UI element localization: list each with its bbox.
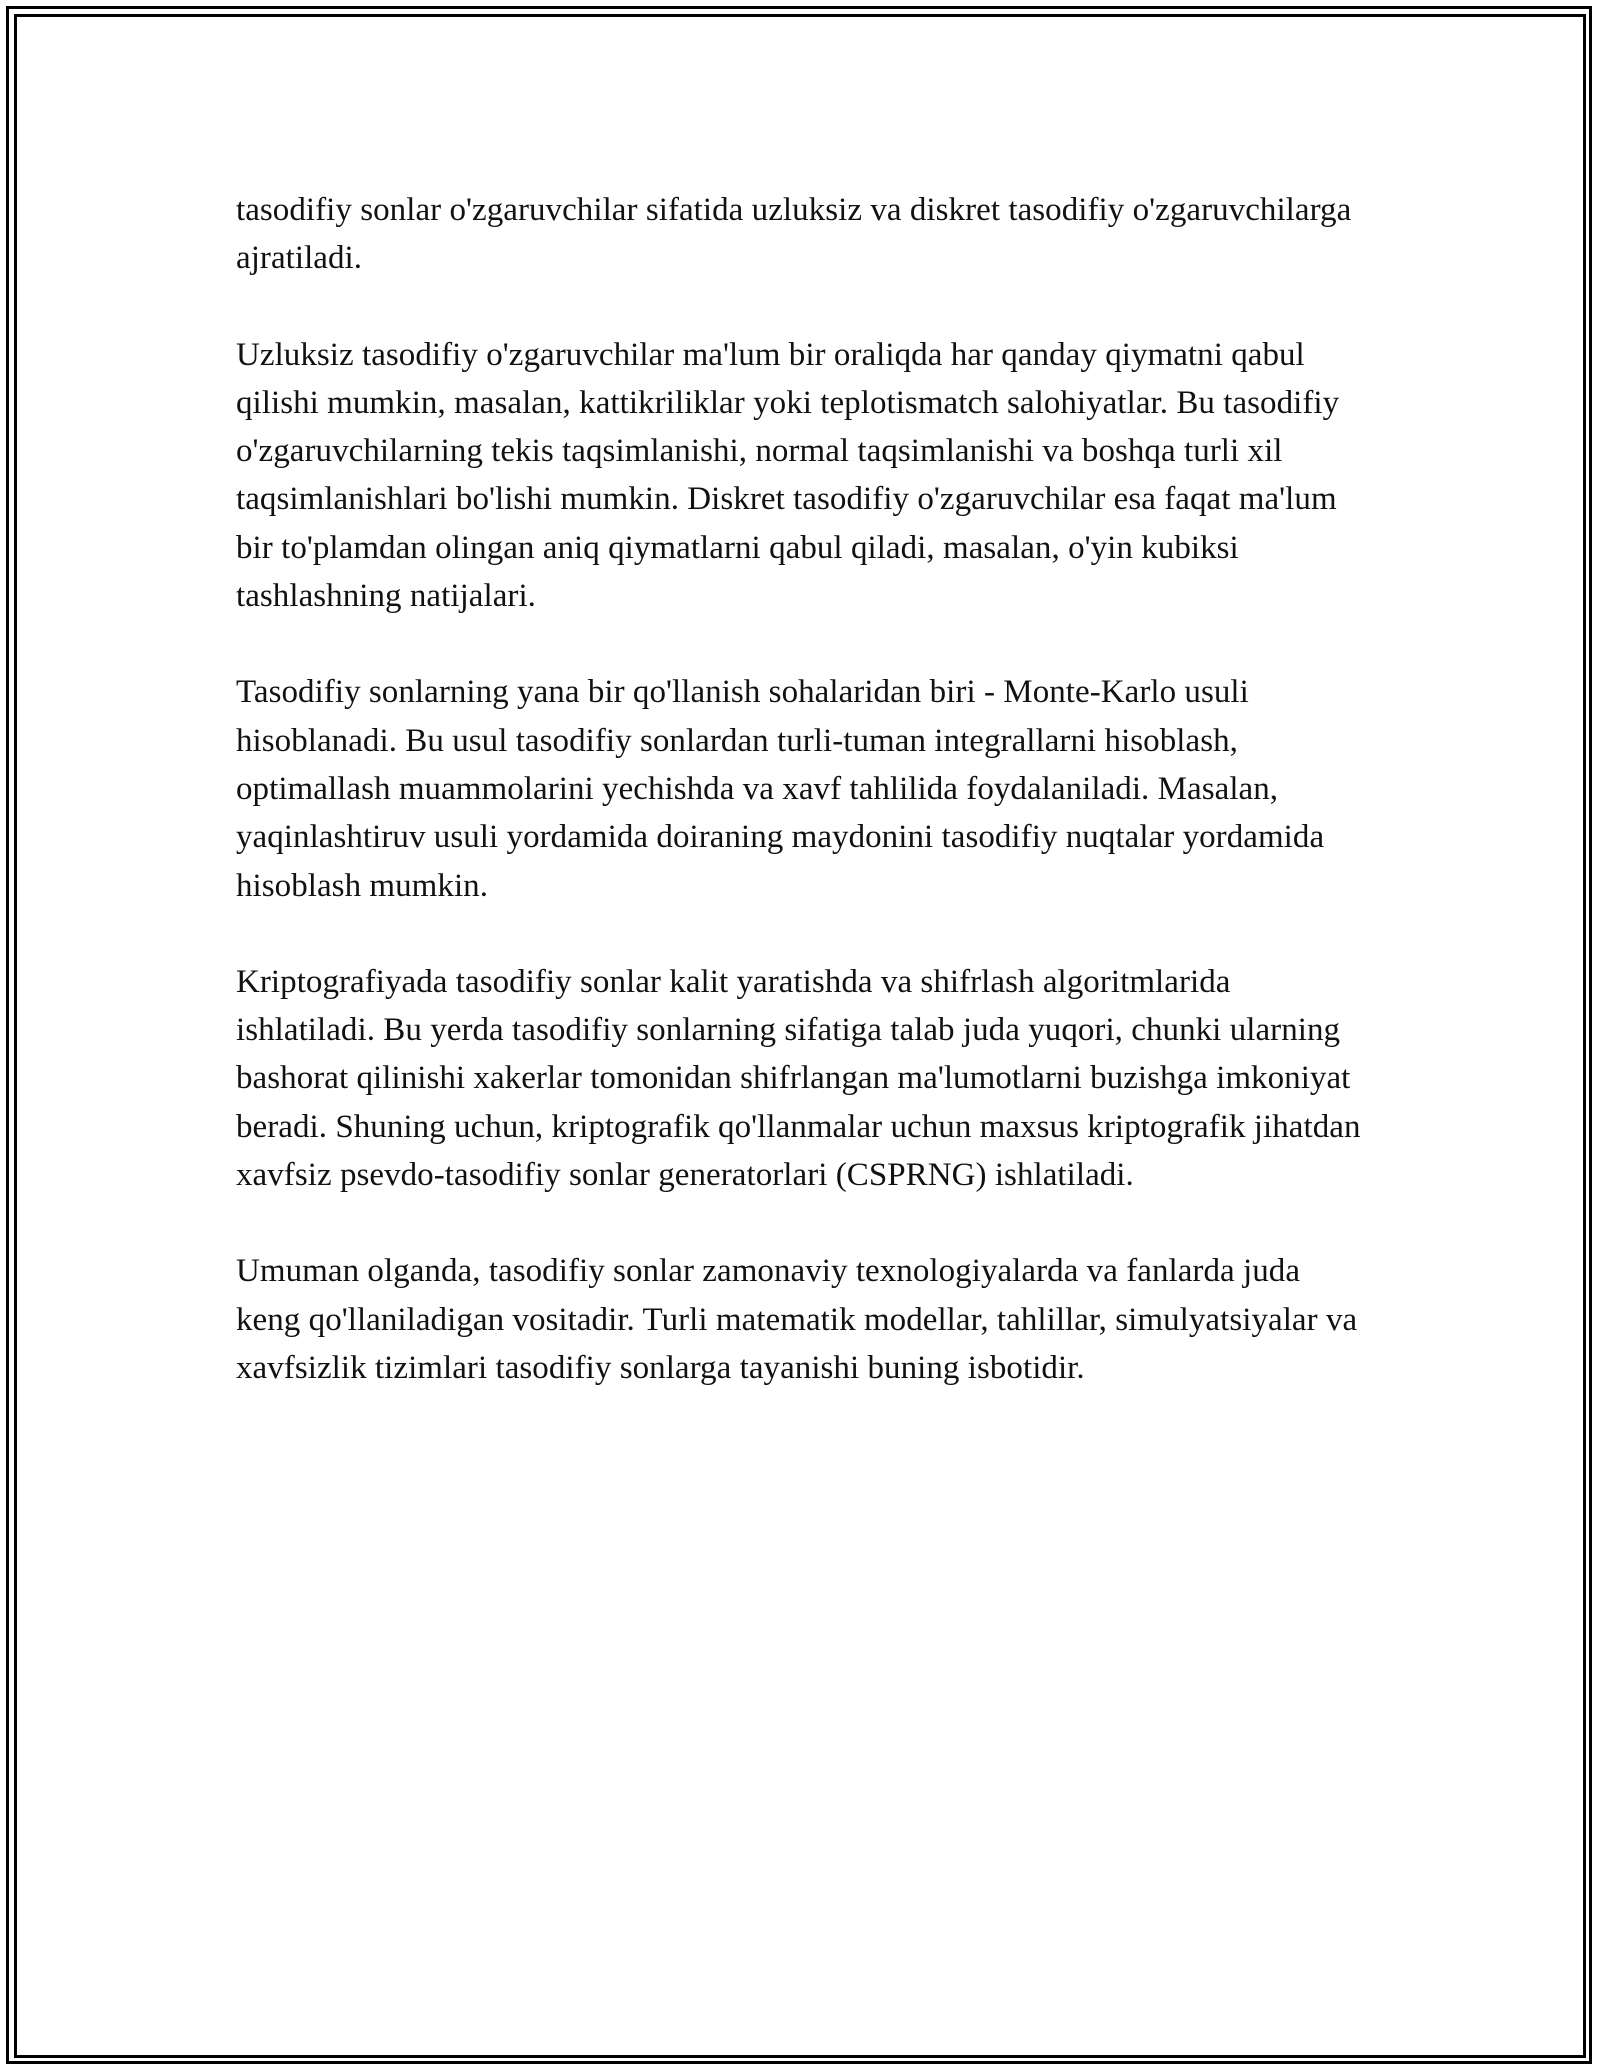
paragraph-cryptography: Kriptografiyada tasodifiy sonlar kalit yaratishda va shifrlash algoritmlarida ishlatiladi. Bu yerda tasodifiy sonlarning sifatiga talab juda yuqori, chunki ularning bashorat qilinishi xakerlar tomonidan shifrlangan ma'lumotlarni buzishga imkoniyat beradi. Shuning uchun, kriptografik qo'llanmalar uchun maxsus kriptografik jihatdan xavfsiz psevdo-tasodifiy sonlar generatorlari (CSPRNG) ishlatiladi. bbox=[236, 963, 1361, 1194]
paragraph-monte-carlo: Tasodifiy sonlarning yana bir qo'llanish sohalaridan biri - Monte-Karlo usuli hisoblanadi. Bu usul tasodifiy sonlardan turli-tuman integrallarni hisoblash, optimallash muammolarini yechishda va xavf tahlilida foydalaniladi. Masalan, yaqinlashtiruv usuli yordamida doiraning maydonini tasodifiy nuqtalar yordamida hisoblash mumkin. bbox=[236, 674, 1325, 904]
paragraph-continuous-discrete: Uzluksiz tasodifiy o'zgaruvchilar ma'lum bir oraliqda har qanday qiymatni qabul qilishi mumkin, masalan, kattikriliklar yoki teplotismatch salohiyatlar. Bu tasodifiy o'zgaruvchilarning tekis taqsimlanishi, normal taqsimlanishi va boshqa turli xil taqsimlanishlari bo'lishi mumkin. Diskret tasodifiy o'zgaruvchilar esa faqat ma'lum bir to'plamdan olingan aniq qiymatlarni qabul qiladi, masalan, o'yin kubiksi tashlashning natijalari. bbox=[236, 336, 1340, 615]
paragraph-random-variable-types: tasodifiy sonlar o'zgaruvchilar sifatida uzluksiz va diskret tasodifiy o'zgaruvchilarga ajratiladi. bbox=[236, 192, 1352, 277]
paragraph-conclusion: Umuman olganda, tasodifiy sonlar zamonaviy texnologiyalarda va fanlarda juda keng qo'llaniladigan vositadir. Turli matematik modellar, tahlillar, simulyatsiyalar va xavfsizlik tizimlari tasodifiy sonlarga tayanishi buning isbotidir. bbox=[236, 1253, 1358, 1386]
document-body bbox=[236, 186, 1366, 1440]
